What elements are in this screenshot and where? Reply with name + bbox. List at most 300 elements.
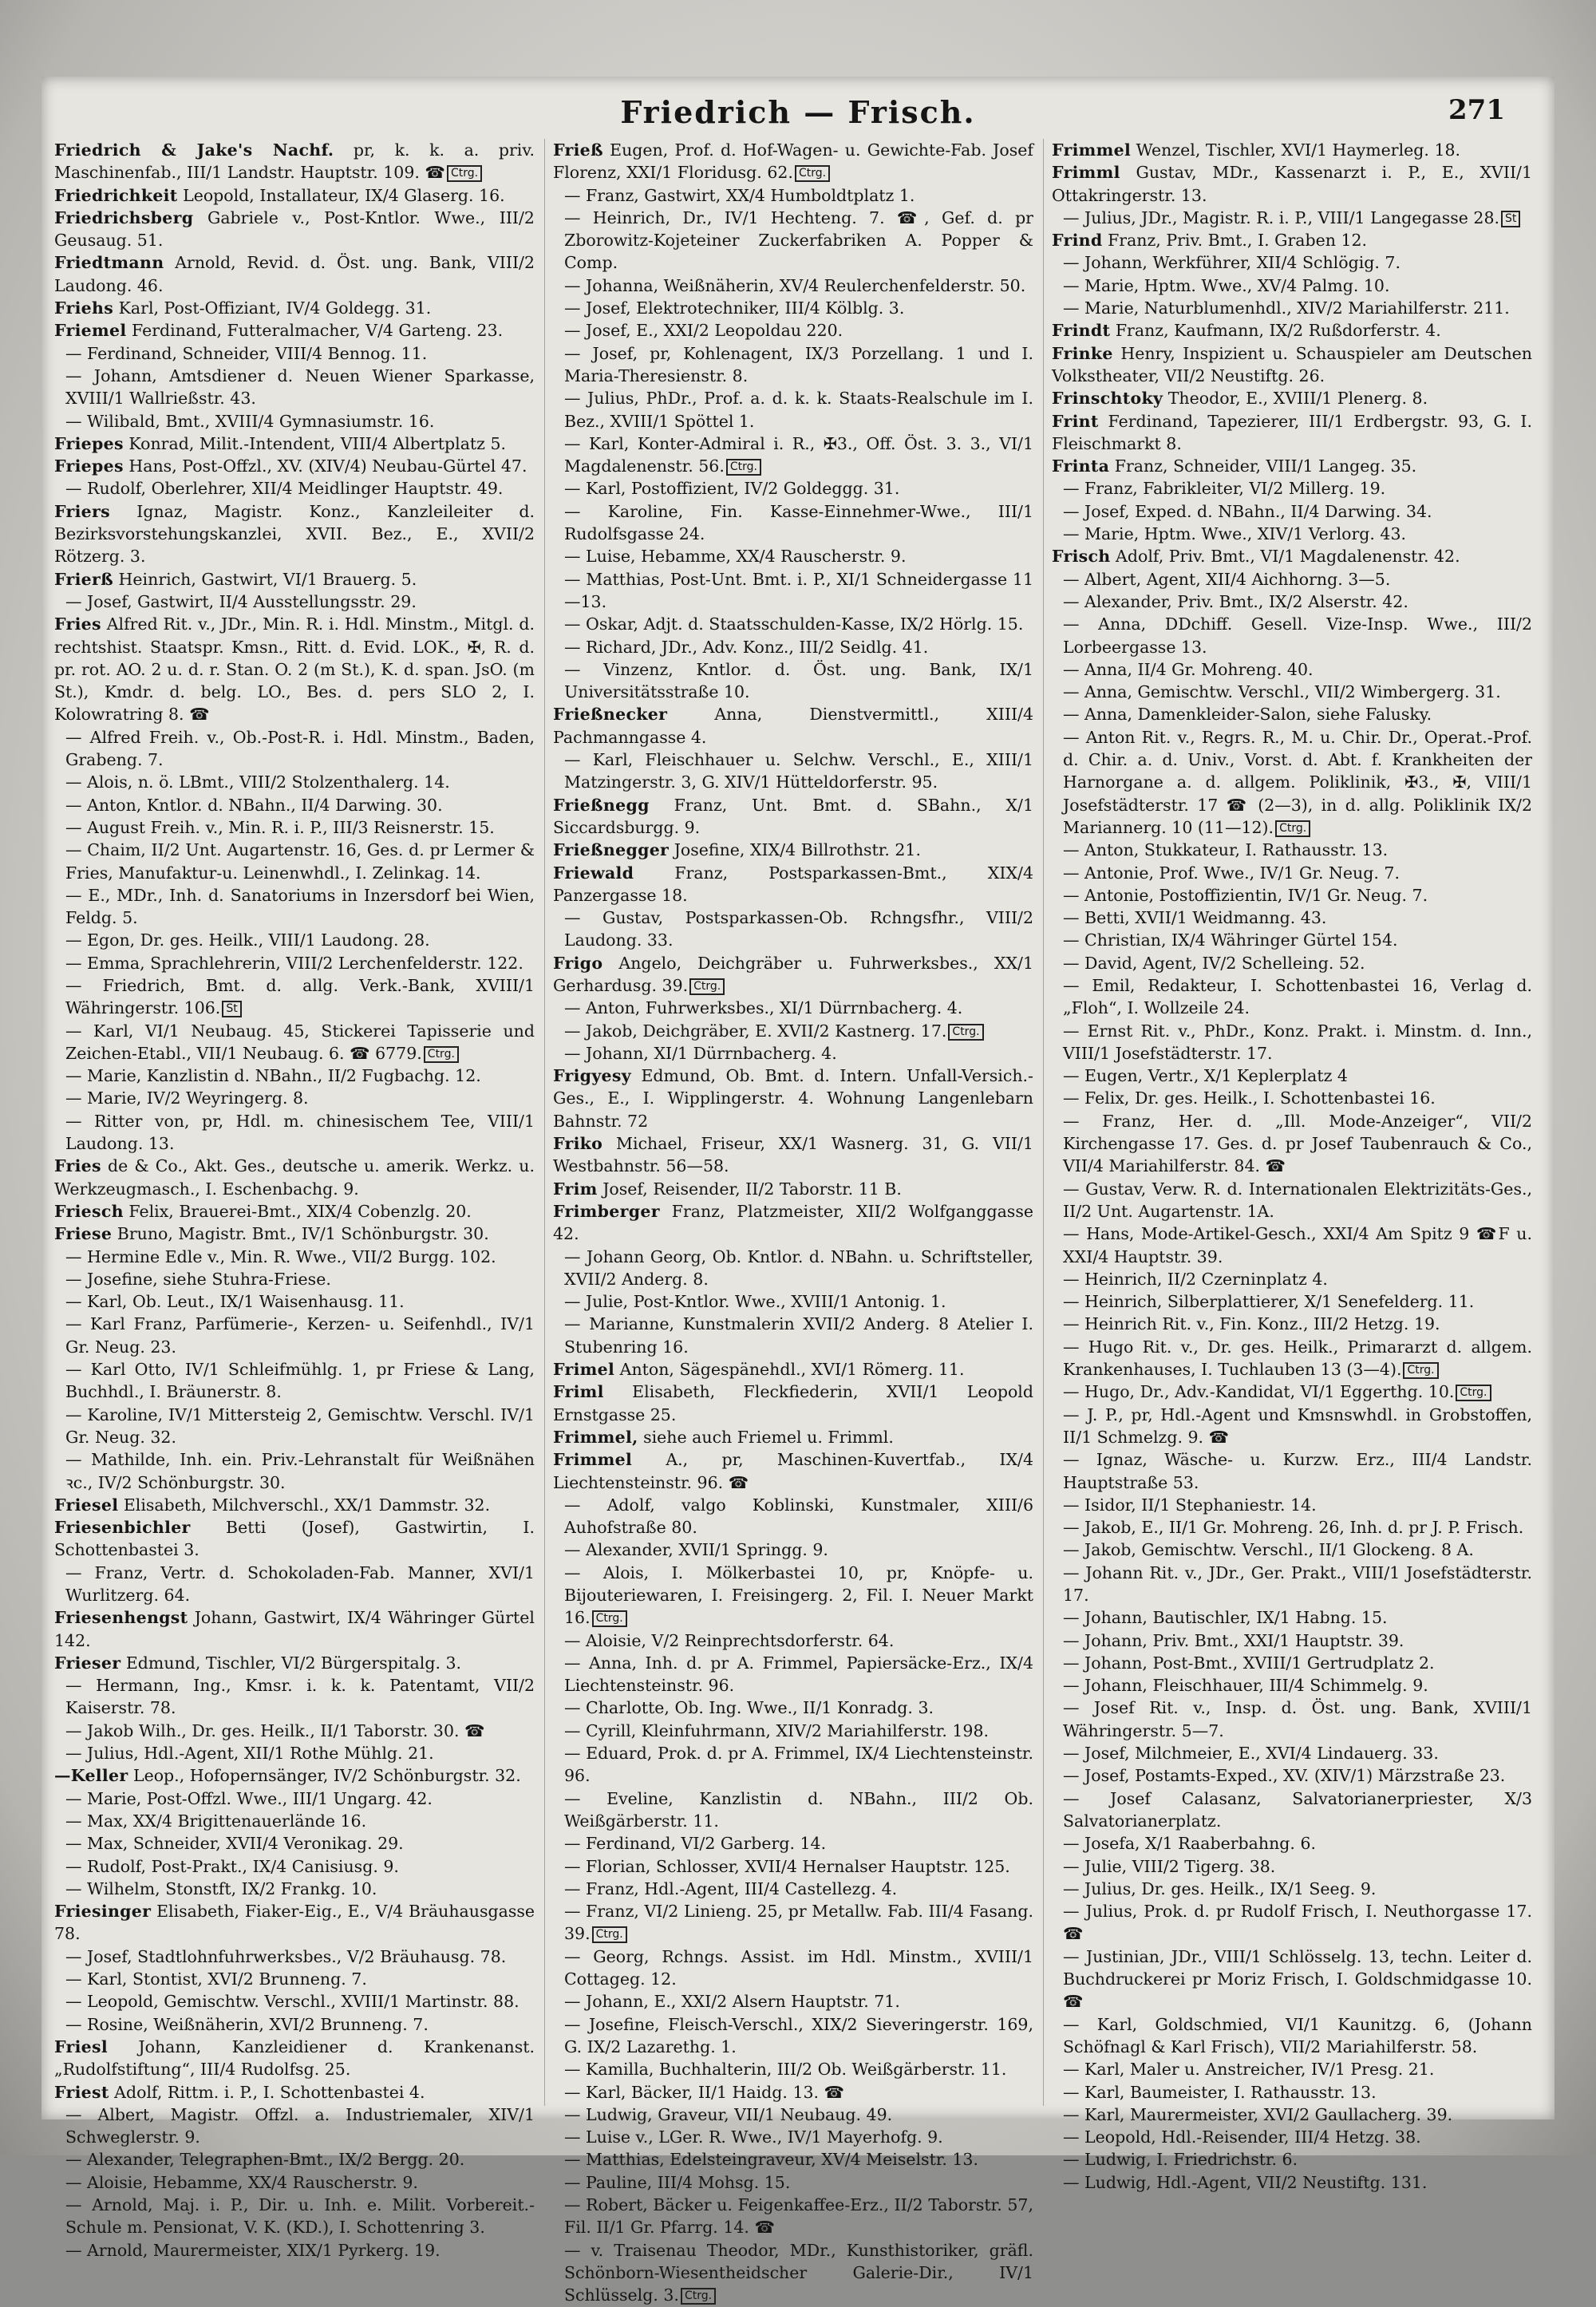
directory-entry [1052,1652,1532,1674]
directory-entry [54,1990,535,2013]
entry-text: Franz, Kaufmann, IX/2 Rußdorferstr. 4. [1115,321,1441,341]
directory-entry [553,839,1033,861]
directory-entry [553,1630,1033,1652]
entry-text: Angelo, Deichgräber u. Fuhrwerksbes., XX/1 Gerhardusg. 39. [553,953,1033,995]
directory-entry [54,1110,535,1155]
entry-text: — Egon, Dr. ges. Heilk., VIII/1 Laudong. 28. [65,930,430,950]
entry-text: — v. Traisenau Theodor, MDr., Kunsthistoriker, gräfl. Schönborn-Wiesentheidscher Galerie-Dir., IV/1 Schlüsselg. 3. [564,2240,1033,2305]
entry-text: — Anna, Gemischtw. Verschl., VII/2 Wimbergerg. 31. [1063,682,1501,702]
directory-entry [553,2104,1033,2126]
directory-entry [1052,139,1532,161]
directory-entry [1052,1381,1532,1403]
entry-text: Adolf, Rittm. i. P., I. Schottenbastei 4. [114,2082,425,2102]
entry-text: — Alois, I. Mölkerbastei 10, pr, Knöpfe- u. Bijouteriewaren, I. Freisingerg. 2, Fil. I. Neuer Markt 16. [564,1562,1033,1628]
entry-text: Gustav, MDr., Kassenarzt i. P., E., XVII/1 Ottakringerstr. 13. [1052,163,1532,205]
entry-text: — Julius, Hdl.-Agent, XII/1 Rothe Mühlg. 21. [65,1744,434,1764]
entry-text: — Jakob, Deichgräber, E. XVII/2 Kastnerg. 17. [564,1021,947,1041]
entry-surname: Frigo [553,953,603,973]
entry-text: — Leopold, Gemischtw. Verschl., XVIII/1 Martinstr. 88. [65,1992,519,2012]
entry-surname: —Keller [54,1766,128,1786]
directory-entry [54,1946,535,1968]
entry-text: — Johann, Amtsdiener d. Neuen Wiener Sparkasse, XVIII/1 Wallrießstr. 43. [65,365,535,409]
entry-text: — Karl, Stontist, XVI/2 Brunneng. 7. [65,1969,367,1989]
entry-surname: Frießnecker [553,705,668,725]
directory-entry [553,1720,1033,1742]
page-number: 271 [1448,94,1505,126]
entry-text: — Marie, Post-Offzl. Wwe., III/1 Ungarg. 42. [65,1788,433,1808]
entry-text: — Anton Rit. v., Regrs. R., M. u. Chir. Dr., Operat.-Prof. d. Chir. a. d. Univ., Vorst. d. Abt. f. Krankheiten der Harnorgane a. d. allgem. Poliklinik, ✠3., ✠, VIII/1 Josefstädterstr. 17 ☎ (2—3), in d. allg. Poliklinik IX/2 Mariannerg. 10 (11—12). [1063,727,1532,837]
entry-text: — Johann, Werkführer, XII/4 Schlögig. 7. [1063,253,1400,273]
entry-text: — Marie, IV/2 Weyringerg. 8. [65,1088,309,1108]
entry-text: — Julie, Post-Kntlor. Wwe., XVIII/1 Antonig. 1. [564,1292,946,1312]
directory-entry [54,952,535,974]
entry-text: — Josef, pr, Kohlenagent, IX/3 Porzellang. 1 und I. Maria-Theresienstr. 8. [564,343,1033,385]
page-header [41,88,1555,136]
entry-text: — Alexander, Priv. Bmt., IX/2 Alserstr. 42. [1063,591,1408,611]
entry-badge: St [222,1001,241,1017]
entry-surname: Friewald [553,863,634,883]
entry-text: — Richard, JDr., Adv. Konz., III/2 Seidlg. 41. [564,637,929,657]
directory-entry [553,2171,1033,2194]
entry-surname: Frigyesy [553,1066,631,1086]
entry-text: — Josef Calasanz, Salvatorianerpriester, X/3 Salvatorianerplatz. [1063,1788,1532,1831]
directory-entry [553,1178,1033,1200]
directory-entry [1052,907,1532,929]
directory-entry [54,342,535,365]
entry-text: — Ignaz, Wäsche- u. Kurzw. Erz., III/4 Landstr. Hauptstraße 53. [1063,1450,1532,1492]
entry-text: — Felix, Dr. ges. Heilk., I. Schottenbastei 16. [1063,1088,1436,1108]
directory-entry [1052,2058,1532,2080]
entry-surname: Friesel [54,1495,119,1515]
entry-surname: Fries [54,1156,101,1176]
entry-surname: Friedrich & Jake's Nachf. [54,140,334,160]
entry-text: — Oskar, Adjt. d. Staatsschulden-Kasse, IX/2 Hörlg. 15. [564,614,1024,634]
entry-text: — Christian, IX/4 Währinger Gürtel 154. [1063,930,1398,950]
directory-entry [1052,275,1532,297]
entry-surname: Frierß [54,569,114,589]
directory-entry [1052,545,1532,567]
entry-surname: Frint [1052,411,1099,431]
directory-entry [1052,1788,1532,1833]
directory-entry [553,2013,1033,2059]
entry-text: de & Co., Akt. Ges., deutsche u. amerik. Werkz. u. Werkzeugmasch., I. Eschenbachg. 9. [54,1156,535,1199]
entry-text: Eugen, Prof. d. Hof-Wagen- u. Gewichte-Fab. Josef Florenz, XXI/1 Floridusg. 62. [553,140,1033,183]
directory-entry [1052,297,1532,319]
directory-entry [1052,591,1532,613]
directory-entry [1052,862,1532,884]
directory-entry [553,703,1033,749]
entry-text: — Johann, E., XXI/2 Alsern Hauptstr. 71. [564,1992,900,2012]
entry-text: — Marie, Hptm. Wwe., XIV/1 Verlorg. 43. [1063,524,1407,544]
entry-text: — Heinrich Rit. v., Fin. Konz., III/2 Hetzg. 19. [1063,1314,1440,1334]
entry-surname: Friers [54,501,110,521]
directory-entry [553,1697,1033,1719]
entry-text: Edmund, Tischler, VI/2 Bürgerspitalg. 3. [125,1653,462,1673]
entry-text: — Josefine, siehe Stuhra-Friese. [65,1269,331,1289]
entry-text: Josef, Reisender, II/2 Taborstr. 11 B. [602,1179,902,1199]
directory-entry [54,1065,535,1087]
directory-entry [54,1155,535,1200]
entry-text: Franz, Schneider, VIII/1 Langeg. 35. [1114,456,1417,476]
entry-text: — Heinrich, II/2 Czerninplatz 4. [1063,1269,1328,1289]
directory-entry [1052,974,1532,1020]
directory-entry [1052,1494,1532,1516]
directory-entry [1052,1087,1532,1109]
entry-text: — Karl, Postoffizient, IV/2 Goldeggg. 31. [564,479,900,499]
entry-text: — Josef, E., XXI/2 Leopoldau 220. [564,321,843,341]
directory-entry [1052,681,1532,703]
directory-entry [553,2194,1033,2239]
directory-entry [54,1268,535,1290]
entry-text: — Ludwig, I. Friedrichstr. 6. [1063,2150,1298,2170]
directory-entry [54,816,535,839]
entry-text: — Ritter von, pr, Hdl. m. chinesischem Tee, VIII/1 Laudong. 13. [65,1111,535,1154]
directory-entry [1052,1764,1532,1787]
directory-entry [54,184,535,207]
directory-entry [553,500,1033,546]
entry-badge: Ctrg. [1275,820,1310,837]
entry-text: — Luise v., LGer. R. Wwe., IV/1 Mayerhofg. 9. [564,2127,943,2147]
entry-text: — Friedrich, Bmt. d. allg. Verk.-Bank, XVIII/1 Währingerstr. 106. [65,975,535,1018]
directory-entry [54,1606,535,1652]
entry-text: Leop., Hofopernsänger, IV/2 Schönburgstr. 32. [132,1766,521,1786]
entry-surname: Friehs [54,298,114,318]
directory-entry [54,207,535,252]
directory-entry [553,997,1033,1019]
entry-text: — Eugen, Vertr., X/1 Keplerplatz 4 [1063,1066,1348,1086]
entry-text: — Julius, Prok. d. pr Rudolf Frisch, I. Neuthorgasse 17. ☎ [1063,1902,1532,1944]
directory-entry [54,568,535,591]
entry-text: — Charlotte, Ob. Ing. Wwe., II/1 Konradg. 3. [564,1698,934,1718]
entry-text: — Emil, Redakteur, I. Schottenbastei 16, Verlag d. „Floh“, I. Wollzeile 24. [1063,975,1532,1018]
entry-text: — Jakob, Gemischtw. Verschl., II/1 Glockeng. 8 A. [1063,1540,1474,1560]
directory-entry [54,1878,535,1900]
directory-entry [1052,2104,1532,2126]
directory-entry [1052,1404,1532,1449]
directory-entry [1052,1697,1532,1742]
entry-text: Franz, Postsparkassen-Bmt., XIX/4 Panzergasse 18. [553,863,1033,905]
entry-text: — Marie, Naturblumenhdl., XIV/2 Mariahilferstr. 211. [1063,298,1510,318]
entry-surname: Frießnegger [553,840,670,860]
entry-text: Arnold, Revid. d. Öst. ung. Bank, VIII/2 Laudong. 46. [54,253,535,295]
entry-text: — Aloisie, Hebamme, XX/4 Rauscherstr. 9. [65,2172,418,2192]
directory-entry [553,907,1033,952]
entry-text: Ferdinand, Tapezierer, III/1 Erdbergstr. 93, G. I. Fleischmarkt 8. [1052,411,1532,453]
entry-text: — Jakob Wilh., Dr. ges. Heilk., II/1 Taborstr. 30. ☎ [65,1720,485,1740]
directory-entry [54,455,535,477]
directory-entry [1052,1336,1532,1381]
directory-entry [553,184,1033,207]
directory-entry [1052,1290,1532,1313]
entry-text: Johann, Kanzleidiener d. Krankenanst. „Rudolfstiftung“, III/4 Rudolfsg. 25. [54,2036,535,2080]
entry-text: — Justinian, JDr., VIII/1 Schlösselg. 13, techn. Leiter d. Buchdruckerei pr Moriz Frisch, I. Goldschmidgasse 10. ☎ [1063,1946,1532,2012]
directory-entry [1052,477,1532,500]
directory-entry [553,1946,1033,1991]
entry-surname: Friedrichkeit [54,185,178,205]
directory-entry [1052,229,1532,251]
entry-text: Karl, Post-Offiziant, IV/4 Goldegg. 31. [118,298,432,318]
entry-text: — Luise, Hebamme, XX/4 Rauscherstr. 9. [564,547,907,567]
directory-entry [553,1832,1033,1855]
entry-text: Elisabeth, Fiaker-Eig., E., V/4 Bräuhausgasse 78. [54,1902,535,1944]
entry-text: Heinrich, Gastwirt, VI/1 Brauerg. 5. [118,569,417,589]
entry-surname: Frimberger [553,1201,660,1221]
entry-text: — Marie, Kanzlistin d. NBahn., II/2 Fugbachg. 12. [65,1066,481,1086]
directory-entry [54,1516,535,1562]
entry-text: — Josef, Exped. d. NBahn., II/4 Darwing. 34. [1063,501,1432,521]
entry-text: — Franz, Gastwirt, XX/4 Humboldtplatz 1. [564,185,915,205]
entry-text: — Hans, Mode-Artikel-Gesch., XXI/4 Am Spitz 9 ☎F u. XXI/4 Hauptstr. 39. [1063,1224,1532,1266]
entry-badge: Ctrg. [689,978,725,995]
entry-surname: Friese [54,1224,113,1244]
directory-entry [553,1358,1033,1381]
directory-entry [1052,1606,1532,1629]
entry-text: — Arnold, Maurermeister, XIX/1 Pyrkerg. 19. [65,2240,440,2260]
entry-text: Franz, Platzmeister, XII/2 Wolfganggasse 42. [553,1201,1033,1244]
entry-surname: Frimmel, [553,1427,638,1447]
entry-text: — Rosine, Weißnäherin, XVI/2 Brunneng. 7. [65,2014,429,2034]
entry-badge: Ctrg. [795,165,830,182]
entry-text: — Johann, XI/1 Dürrnbacherg. 4. [564,1043,837,1063]
directory-entry [54,477,535,500]
directory-entry [54,1358,535,1404]
directory-entry [1052,952,1532,974]
directory-entry [553,1132,1033,1178]
directory-entry [54,297,535,319]
directory-page [41,77,1555,2305]
entry-text: — Alfred Freih. v., Ob.-Post-R. i. Hdl. Minstm., Baden, Grabeng. 7. [65,727,535,770]
directory-entry [553,613,1033,635]
directory-entry [1052,884,1532,907]
directory-entry [1052,410,1532,456]
directory-entry [54,1810,535,1832]
entry-surname: Friesl [54,2036,108,2056]
directory-entry [1052,839,1532,861]
entry-text: — Anton, Kntlor. d. NBahn., II/4 Darwing. 30. [65,795,443,815]
entry-badge: Ctrg. [1403,1362,1438,1379]
entry-badge: Ctrg. [447,165,482,182]
directory-entry [553,1246,1033,1291]
entry-text: — E., MDr., Inh. d. Sanatoriums in Inzersdorf bei Wien, Feldg. 5. [65,885,535,928]
entry-text: — Josef, Postamts-Exped., XV. (XIV/1) Märzstraße 23. [1063,1766,1506,1786]
entry-text: — Eveline, Kanzlistin d. NBahn., III/2 Ob. Weißgärberstr. 11. [564,1788,1033,1831]
entry-text: — Ludwig, Hdl.-Agent, VII/2 Neustiftg. 131. [1063,2172,1428,2192]
directory-entry [1052,387,1532,409]
entry-text: — Max, Schneider, XVII/4 Veronikag. 29. [65,1834,404,1854]
directory-entry [1052,1674,1532,1697]
directory-entry [553,1562,1033,1630]
directory-entry [1052,1313,1532,1335]
directory-entry [54,1968,535,1990]
entry-surname: Frind [1052,231,1103,251]
directory-entry [553,2081,1033,2104]
directory-entry [553,1448,1033,1494]
directory-entry [553,1042,1033,1065]
entry-surname: Friemel [54,321,127,341]
entry-text: Gabriele v., Post-Kntlor. Wwe., III/2 Geusaug. 51. [54,207,535,251]
directory-entry [1052,251,1532,274]
entry-text: — Johann, Priv. Bmt., XXI/1 Hauptstr. 39. [1063,1630,1404,1650]
directory-entry [553,1652,1033,1697]
entry-text: — Karl, Konter-Admiral i. R., ✠3., Off. Öst. 3. 3., VI/1 Magdalenenstr. 56. [564,433,1033,476]
directory-entry [54,2171,535,2194]
directory-entry [54,1855,535,1878]
column-middle [544,139,1037,2305]
entry-text: Anna, Dienstvermittl., XIII/4 Pachmanngasse 4. [553,705,1033,747]
entry-text: — Anna, Inh. d. pr A. Frimmel, Papiersäcke-Erz., IX/4 Liechtensteinstr. 96. [564,1653,1033,1696]
entry-text: — Ernst Rit. v., PhDr., Konz. Prakt. i. Minstm. d. Inn., VIII/1 Josefstädterstr. 17. [1063,1021,1532,1063]
directory-entry [553,1990,1033,2013]
entry-text: — Karl, Baumeister, I. Rathausstr. 13. [1063,2082,1377,2102]
directory-entry [1052,1516,1532,1539]
entry-surname: Friedrichsberg [54,207,194,227]
entry-text: Elisabeth, Milchverschl., XX/1 Dammstr. 32. [123,1495,491,1515]
entry-text: pr, k. k. a. priv. Maschinenfab., III/1 Landstr. Hauptstr. 109. ☎ [54,140,535,183]
directory-entry [54,2194,535,2239]
entry-surname: Friest [54,2082,109,2102]
entry-text: — Anton, Stukkateur, I. Rathausstr. 13. [1063,840,1389,860]
directory-entry [1052,1630,1532,1652]
directory-entry [54,1764,535,1787]
entry-surname: Frinke [1052,343,1113,363]
directory-entry [1052,1110,1532,1178]
page-title: Friedrich — Frisch. [620,94,976,130]
directory-entry [1052,319,1532,342]
entry-text: — Robert, Bäcker u. Feigenkaffee-Erz., II/2 Taborstr. 57, Fil. II/1 Gr. Pfarrg. 14. ☎ [564,2195,1033,2238]
entry-text: — Vinzenz, Kntlor. d. Öst. ung. Bank, IX/1 Universitätsstraße 10. [564,659,1033,702]
directory-entry [553,433,1033,478]
directory-entry [1052,2171,1532,2194]
entry-text: — Wilhelm, Stonstft, IX/2 Frankg. 10. [65,1878,377,1898]
directory-entry [1052,658,1532,681]
directory-entry [54,1404,535,1449]
directory-entry [54,1562,535,1607]
entry-text: — Karl, VI/1 Neubaug. 45, Stickerei Tapisserie und Zeichen-Etabl., VII/1 Neubaug. 6. ☎ 6779. [65,1021,535,1063]
directory-entry [54,319,535,342]
directory-entry [54,1788,535,1810]
directory-entry [1052,455,1532,477]
entry-text: — Josefine, Fleisch-Verschl., XIX/2 Sieveringerstr. 169, G. IX/2 Lazarethg. 1. [564,2014,1033,2056]
entry-text: — Josef Rit. v., Insp. d. Öst. ung. Bank, XVIII/1 Währingerstr. 5—7. [1063,1698,1532,1740]
entry-text: — Ferdinand, Schneider, VIII/4 Bennog. 11. [65,343,428,363]
directory-entry [553,658,1033,704]
directory-entry [1052,523,1532,545]
directory-entry [553,1855,1033,1878]
entry-badge: Ctrg. [681,2288,716,2305]
directory-entry [553,1900,1033,1946]
directory-entry [54,139,535,184]
directory-entry [1052,1832,1532,1855]
directory-entry [54,433,535,455]
entry-text: — Isidor, II/1 Stephaniestr. 14. [1063,1495,1317,1515]
entry-text: — Heinrich, Silberplattierer, X/1 Senefelderg. 11. [1063,1292,1475,1312]
entry-text: — Matthias, Edelsteingraveur, XV/4 Meiselstr. 13. [564,2150,978,2170]
entry-text: — Johann, Fleischhauer, III/4 Schimmelg. 9. [1063,1676,1428,1696]
entry-text: — David, Agent, IV/2 Schelleing. 52. [1063,953,1365,973]
entry-surname: Frimmel [1052,140,1132,160]
entry-text: — Jakob, E., II/1 Gr. Mohreng. 26, Inh. d. pr J. P. Frisch. [1063,1518,1524,1538]
entry-text: Leopold, Installateur, IX/4 Glaserg. 16. [183,185,505,205]
directory-entry [1052,1562,1532,1607]
entry-surname: Friesenhengst [54,1608,188,1628]
directory-entry [54,929,535,951]
directory-entry [1052,1539,1532,1561]
entry-badge: Ctrg. [726,459,761,476]
entry-text: — Eduard, Prok. d. pr A. Frimmel, IX/4 Liechtensteinstr. 96. [564,1744,1033,1786]
entry-text: — Franz, Fabrikleiter, VI/2 Millerg. 19. [1063,479,1386,499]
entry-surname: Friesch [54,1201,124,1221]
directory-entry [54,500,535,568]
entry-text: — Rudolf, Post-Prakt., IX/4 Canisiusg. 9. [65,1856,399,1876]
directory-entry [553,1290,1033,1313]
entry-badge: Ctrg. [592,1610,627,1627]
entry-text: — Johann Georg, Ob. Kntlor. d. NBahn. u. Schriftsteller, XVII/2 Anderg. 8. [564,1246,1033,1289]
column-right [1043,139,1535,2192]
directory-entry [553,794,1033,839]
entry-text: — Josef, Stadtlohnfuhrwerksbes., V/2 Bräuhausg. 78. [65,1946,507,1966]
entry-text: — Chaim, II/2 Unt. Augartenstr. 16, Ges. d. pr Lermer & Fries, Manufaktur-u. Leinenwhdl., I. Zelinkag. 14. [65,840,535,883]
entry-surname: Friepes [54,433,124,453]
directory-entry [553,568,1033,614]
entry-text: — Johann Rit. v., JDr., Ger. Prakt., VIII/1 Josefstädterstr. 17. [1063,1562,1532,1605]
entry-text: — Johann, Post-Bmt., XVIII/1 Gertrudplatz 2. [1063,1653,1435,1673]
directory-entry [553,207,1033,275]
directory-entry [54,1448,535,1494]
entry-text: — Rudolf, Oberlehrer, XII/4 Meidlinger Hauptstr. 49. [65,479,504,499]
entry-text: — Josef, Elektrotechniker, III/4 Kölblg. 3. [564,298,905,318]
directory-entry [1052,568,1532,591]
entry-surname: Frisch [1052,547,1111,567]
directory-entry [1052,1855,1532,1878]
directory-entry [54,1223,535,1245]
entry-text: Josefine, XIX/4 Billrothstr. 21. [674,840,921,860]
directory-entry [553,297,1033,319]
directory-entry [553,1494,1033,1539]
entry-text: Ignaz, Magistr. Konz., Kanzleileiter d. Bezirksvorstehungskanzlei, XVII. Bez., E., XVII/2 Rötzerg. 3. [54,501,535,567]
entry-text: — Karl, Maler u. Anstreicher, IV/1 Presg. 21. [1063,2060,1435,2080]
entry-text: — Johann, Bautischler, IX/1 Habng. 15. [1063,1608,1388,1628]
directory-entry [1052,1900,1532,1946]
entry-text: — Emma, Sprachlehrerin, VIII/2 Lerchenfelderstr. 122. [65,953,523,973]
directory-entry [54,251,535,297]
entry-surname: Friml [553,1382,604,1402]
entry-surname: Friesinger [54,1902,152,1922]
entry-text: Bruno, Magistr. Bmt., IV/1 Schönburgstr. 30. [117,1224,489,1244]
directory-entry [54,2013,535,2036]
entry-text: — Max, XX/4 Brigittenauerlände 16. [65,1811,367,1831]
entry-surname: Frieser [54,1653,121,1673]
directory-entry [553,952,1033,997]
entry-text: — Franz, Hdl.-Agent, III/4 Castellezg. 4. [564,1878,898,1898]
entry-text: — Ludwig, Graveur, VII/1 Neubaug. 49. [564,2104,893,2124]
entry-text: — Anton, Fuhrwerksbes., XI/1 Dürrnbacherg. 4. [564,998,963,1018]
entry-text: — Leopold, Hdl.-Reisender, III/4 Hetzg. 38. [1063,2127,1421,2147]
directory-entry [54,771,535,793]
directory-entry [1052,2126,1532,2148]
directory-entry [1052,1268,1532,1290]
entry-text: — Pauline, III/4 Mohsg. 15. [564,2172,791,2192]
directory-entry [54,1087,535,1109]
directory-entry [1052,726,1532,839]
entry-text: — Florian, Schlosser, XVII/4 Hernalser Hauptstr. 125. [564,1856,1010,1876]
directory-entry [54,1652,535,1674]
entry-text: — J. P., pr, Hdl.-Agent und Kmsnswhdl. in Grobstoffen, II/1 Schmelzg. 9. ☎ [1063,1404,1532,1447]
entry-text: — Antonie, Prof. Wwe., IV/1 Gr. Neug. 7. [1063,863,1400,883]
directory-entry [553,2126,1033,2148]
entry-text: Franz, Unt. Bmt. d. SBahn., X/1 Siccardsburgg. 9. [553,795,1033,837]
directory-entry [553,1788,1033,1833]
entry-surname: Frim [553,1179,598,1199]
